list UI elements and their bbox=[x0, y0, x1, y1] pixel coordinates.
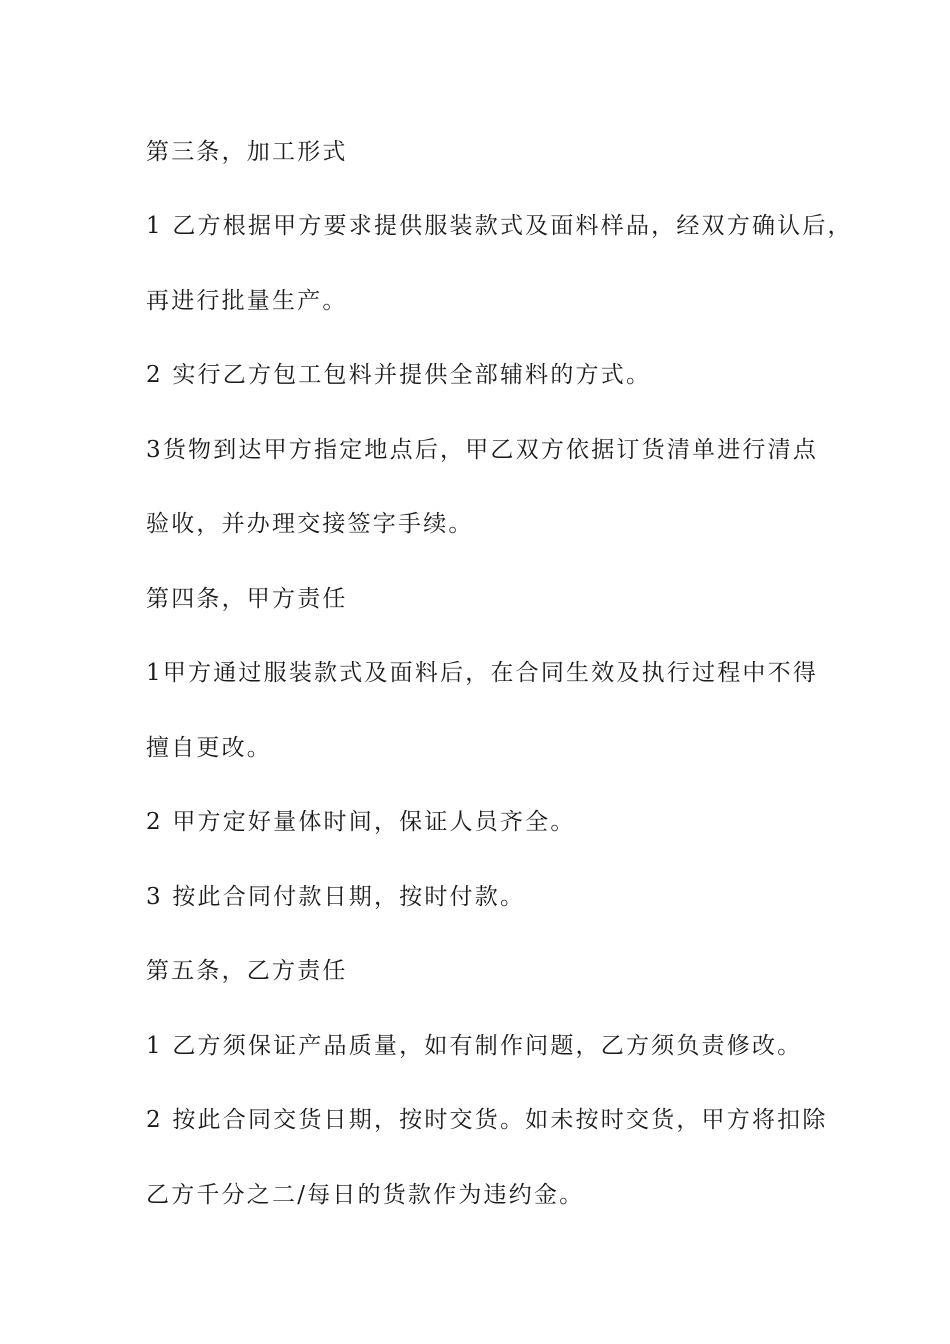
article-5-heading: 第五条，乙方责任 bbox=[146, 958, 348, 984]
article-3-item-3-line-2: 验收，并办理交接签字手续。 bbox=[146, 511, 474, 537]
article-4-item-2: 2 甲方定好量体时间，保证人员齐全。 bbox=[146, 809, 576, 835]
article-5-item-2-line-1: 2 按此合同交货日期，按时交货。如未按时交货，甲方将扣除 bbox=[146, 1107, 828, 1133]
article-3-item-2: 2 实行乙方包工包料并提供全部辅料的方式。 bbox=[146, 362, 652, 388]
article-3-item-1-line-2: 再进行批量生产。 bbox=[146, 288, 348, 314]
article-4-item-1-line-2: 擅自更改。 bbox=[146, 735, 272, 761]
article-3-item-1-line-1: 1 乙方根据甲方要求提供服装款式及面料样品，经双方确认后， bbox=[146, 213, 853, 239]
article-3-item-3-line-1: 3货物到达甲方指定地点后，甲乙双方依据订货清单进行清点 bbox=[146, 437, 819, 463]
article-3-heading: 第三条，加工形式 bbox=[146, 139, 348, 165]
article-4-heading: 第四条，甲方责任 bbox=[146, 586, 348, 612]
article-5-item-1: 1 乙方须保证产品质量，如有制作问题，乙方须负责修改。 bbox=[146, 1033, 803, 1059]
article-5-item-2-line-2: 乙方千分之二/每日的货款作为违约金。 bbox=[146, 1182, 585, 1208]
article-4-item-1-line-1: 1甲方通过服装款式及面料后，在合同生效及执行过程中不得 bbox=[146, 660, 819, 686]
article-4-item-3: 3 按此合同付款日期，按时付款。 bbox=[146, 884, 526, 910]
